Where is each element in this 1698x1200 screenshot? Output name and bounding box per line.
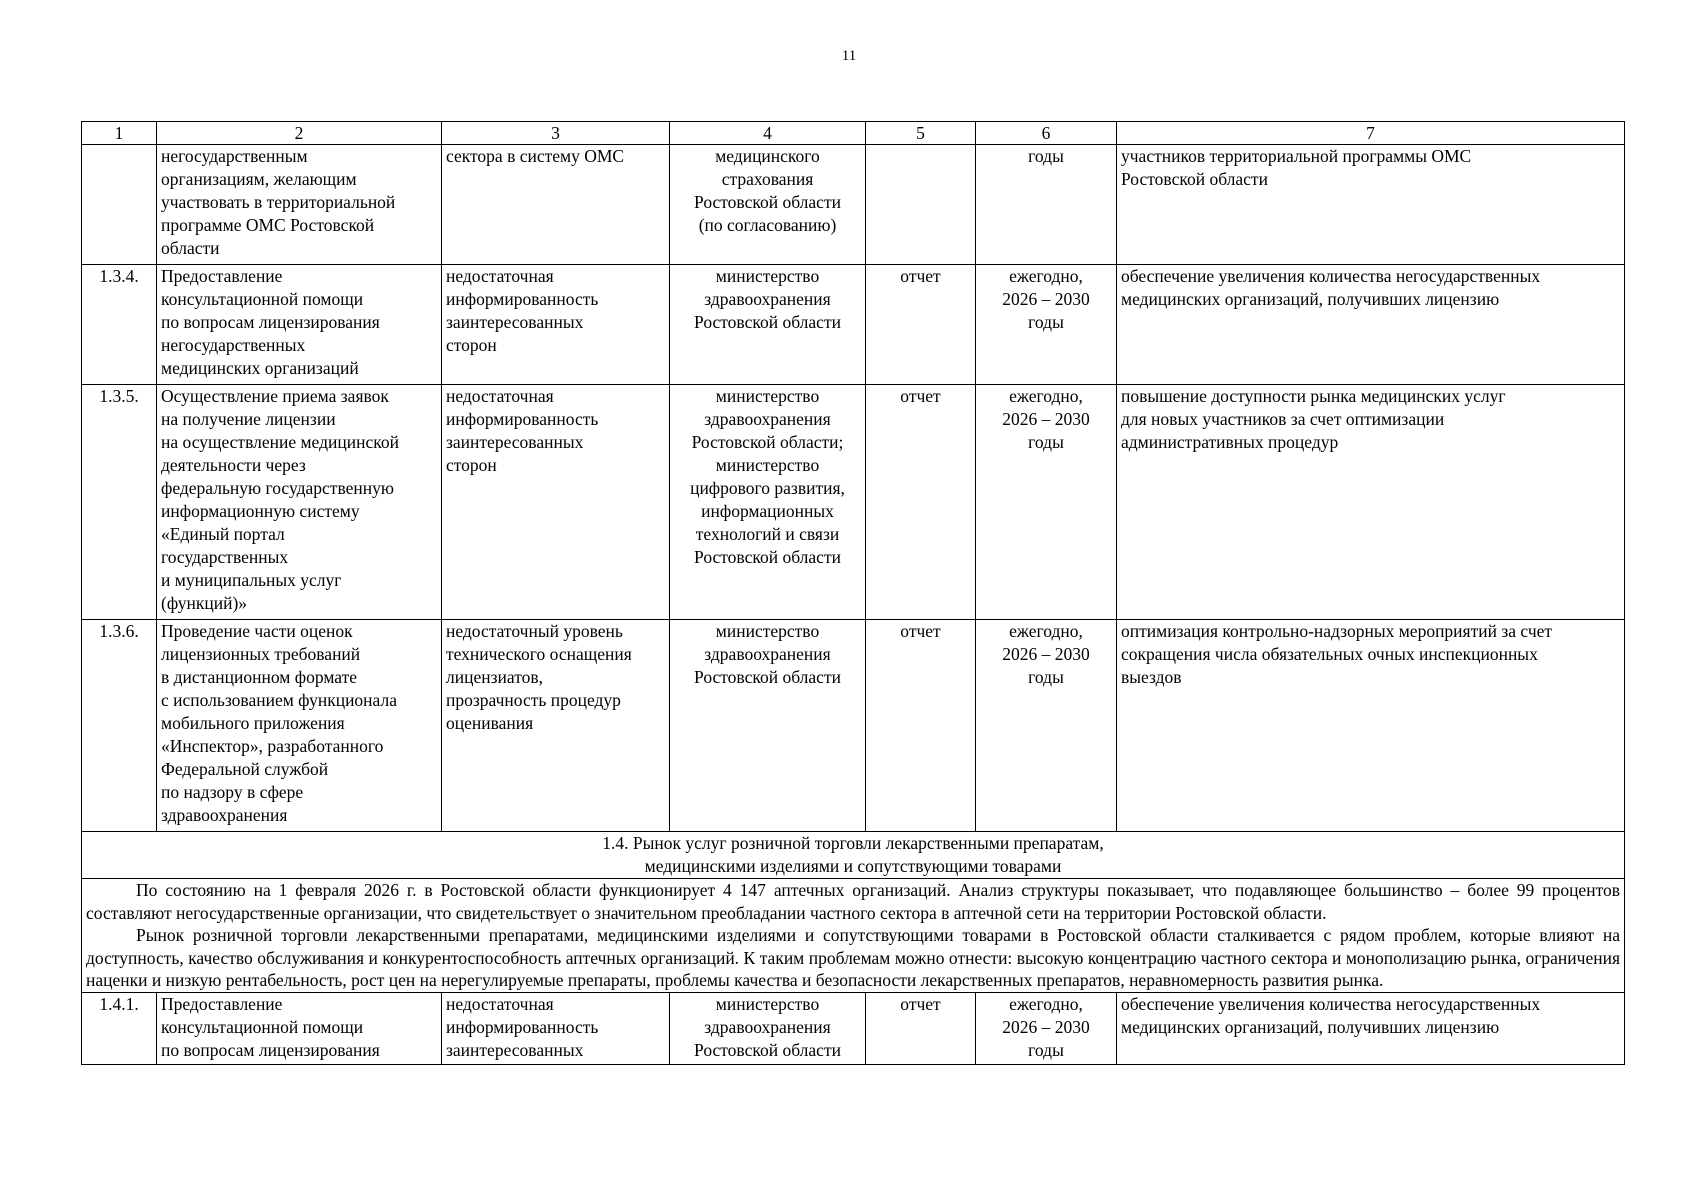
executor-cell-line: здравоохранения [704, 409, 831, 429]
executor-cell [670, 992, 866, 1064]
term-cell-line: 2026 – 2030 [1002, 644, 1090, 664]
term-cell-line: ежегодно, [1009, 993, 1083, 1014]
result-cell-line: обеспечение увеличения количества негосударственных [1121, 266, 1541, 286]
executor-cell [670, 620, 866, 832]
table-row [82, 992, 1625, 1064]
result-cell-line: оптимизация контрольно-надзорных мероприятий за счет [1121, 621, 1553, 641]
term-cell-line: годы [1028, 667, 1064, 687]
column-numbers-row [82, 122, 1625, 145]
executor-cell [670, 265, 866, 385]
column-number: 3 [442, 122, 670, 145]
measure-cell-line: организациям, желающим [161, 169, 357, 189]
section-paragraph: По состоянию на 1 февраля 2026 г. в Ростовской области функционирует 4 147 аптечных организаций. Анализ структуры показывает, что подавляющее большинство – более 99 процентов составляют негосударственные организации, что свидетельствует о значительном преобладании частного сектора в аптечной сети на территории Ростовской области. [86, 880, 1620, 923]
measure-cell-line: «Инспектор», разработанного [161, 736, 384, 756]
executor-cell-line: информационных [701, 501, 834, 521]
measure-cell-line: и муниципальных услуг [161, 570, 342, 590]
measure-cell [157, 992, 442, 1064]
result-cell [1117, 385, 1625, 620]
executor-cell-line: здравоохранения [704, 644, 831, 664]
measure-cell-line: в дистанционном формате [161, 667, 358, 687]
problem-cell-line: оценивания [446, 713, 534, 733]
problem-cell-line: информированность [446, 409, 599, 429]
measure-cell-line: (функций)» [161, 593, 248, 613]
section-text [82, 879, 1625, 993]
problem-cell [442, 145, 670, 265]
executor-cell-line: медицинского [715, 146, 820, 166]
executor-cell-line: технологий и связи [695, 524, 840, 544]
measure-cell-line: Осуществление приема заявок [161, 386, 389, 406]
result-cell-line: Ростовской области [1121, 169, 1268, 189]
document-cell [866, 620, 976, 832]
row-number: 1.3.4. [82, 265, 157, 385]
result-cell-line: выездов [1121, 667, 1182, 687]
term-cell [976, 265, 1117, 385]
problem-cell-line: сторон [446, 455, 497, 475]
term-cell-line: годы [1028, 1039, 1064, 1060]
result-cell-line: повышение доступности рынка медицинских услуг [1121, 386, 1506, 406]
executor-cell-line: Ростовской области [694, 192, 841, 212]
term-cell [976, 992, 1117, 1064]
executor-cell-line: министерство [715, 455, 820, 475]
problem-cell-line: информированность [446, 1016, 599, 1037]
executor-cell [670, 145, 866, 265]
problem-cell [442, 620, 670, 832]
executor-cell-line: Ростовской области [694, 1039, 841, 1060]
result-cell-line: для новых участников за счет оптимизации [1121, 409, 1445, 429]
term-cell-line: годы [1028, 432, 1064, 452]
measure-cell-line: негосударственных [161, 335, 306, 355]
table-row [82, 265, 1625, 385]
measure-cell-line: Проведение части оценок [161, 621, 353, 641]
result-cell-line: медицинских организаций, получивших лицензию [1121, 289, 1500, 309]
measure-cell-line: по вопросам лицензирования [161, 312, 380, 332]
measure-cell-line: Предоставление [161, 993, 283, 1014]
row-number [82, 145, 157, 265]
term-cell [976, 145, 1117, 265]
table-row [82, 620, 1625, 832]
measure-cell-line: «Единый портал [161, 524, 285, 544]
row-number: 1.4.1. [82, 992, 157, 1064]
document-cell [866, 385, 976, 620]
section-title-line: 1.4. Рынок услуг розничной торговли лекарственными препаратам, [602, 833, 1104, 853]
term-cell-line: 2026 – 2030 [1002, 409, 1090, 429]
problem-cell-line: недостаточная [446, 993, 554, 1014]
term-cell-line: 2026 – 2030 [1002, 289, 1090, 309]
document-cell-line: отчет [900, 993, 941, 1014]
measure-cell-line: с использованием функционала [161, 690, 397, 710]
problem-cell [442, 385, 670, 620]
result-cell-line: административных процедур [1121, 432, 1339, 452]
executor-cell-line: здравоохранения [704, 289, 831, 309]
measure-cell-line: Предоставление [161, 266, 283, 286]
section-text-row [82, 879, 1625, 993]
executor-cell-line: здравоохранения [704, 1016, 831, 1037]
measure-cell-line: участвовать в территориальной [161, 192, 396, 212]
executor-cell-line: цифрового развития, [690, 478, 845, 498]
executor-cell-line: Ростовской области [694, 312, 841, 332]
result-cell-line: сокращения числа обязательных очных инспекционных [1121, 644, 1538, 664]
measure-cell-line: Федеральной службой [161, 759, 329, 779]
measure-cell-line: мобильного приложения [161, 713, 345, 733]
term-cell [976, 385, 1117, 620]
measure-cell-line: здравоохранения [161, 805, 288, 825]
term-cell-line: ежегодно, [1009, 621, 1083, 641]
measure-cell-line: по вопросам лицензирования [161, 1039, 380, 1060]
section-title-line: медицинскими изделиями и сопутствующими товарами [644, 856, 1062, 876]
term-cell-line: 2026 – 2030 [1002, 1016, 1090, 1037]
column-number: 2 [157, 122, 442, 145]
measure-cell-line: области [161, 238, 220, 258]
executor-cell [670, 385, 866, 620]
measure-cell-line: лицензионных требований [161, 644, 361, 664]
problem-cell-line: лицензиатов, [446, 667, 543, 687]
document-cell [866, 265, 976, 385]
executor-cell-line: Ростовской области [694, 547, 841, 567]
executor-cell-line: министерство [715, 266, 820, 286]
document-cell [866, 992, 976, 1064]
column-number: 7 [1117, 122, 1625, 145]
document-cell-line: отчет [900, 386, 941, 406]
measure-cell [157, 620, 442, 832]
result-cell [1117, 265, 1625, 385]
measures-table [81, 121, 1625, 1065]
measure-cell-line: по надзору в сфере [161, 782, 304, 802]
measure-cell-line: федеральную государственную [161, 478, 394, 498]
result-cell-line: обеспечение увеличения количества негосударственных [1121, 993, 1541, 1014]
document-cell-line: отчет [900, 266, 941, 286]
measure-cell-line: консультационной помощи [161, 1016, 364, 1037]
section-paragraph: Рынок розничной торговли лекарственными препаратами, медицинскими изделиями и сопутствующими товарами в Ростовской области сталкивается с рядом проблем, которые влияют на доступность, качество обслуживания и конкурентоспособность аптечных организаций. К таким проблемам можно отнести: высокую концентрацию частного сектора и монополизацию рынка, ограничения наценки и низкую рентабельность, рост цен на нерегулируемые препараты, проблемы качества и безопасности лекарственных препаратов, неравномерность развития рынка. [86, 925, 1620, 990]
table-row [82, 145, 1625, 265]
executor-cell-line: министерство [715, 993, 820, 1014]
problem-cell-line: прозрачность процедур [446, 690, 621, 710]
measure-cell-line: медицинских организаций [161, 358, 359, 378]
column-number: 5 [866, 122, 976, 145]
problem-cell-line: недостаточная [446, 266, 554, 286]
measure-cell-line: информационную систему [161, 501, 360, 521]
result-cell [1117, 620, 1625, 832]
executor-cell-line: (по согласованию) [698, 215, 837, 235]
problem-cell-line: заинтересованных [446, 312, 584, 332]
row-number: 1.3.5. [82, 385, 157, 620]
measure-cell-line: на получение лицензии [161, 409, 336, 429]
measure-cell-line: программе ОМС Ростовской [161, 215, 375, 235]
term-cell-line: ежегодно, [1009, 266, 1083, 286]
table-row [82, 385, 1625, 620]
measure-cell-line: на осуществление медицинской [161, 432, 399, 452]
problem-cell-line: недостаточная [446, 386, 554, 406]
executor-cell-line: министерство [715, 621, 820, 641]
result-cell-line: медицинских организаций, получивших лицензию [1121, 1016, 1500, 1037]
problem-cell-line: сектора в систему ОМС [446, 146, 625, 166]
row-number: 1.3.6. [82, 620, 157, 832]
result-cell [1117, 145, 1625, 265]
measure-cell-line: консультационной помощи [161, 289, 364, 309]
measure-cell [157, 265, 442, 385]
executor-cell-line: министерство [715, 386, 820, 406]
measure-cell [157, 385, 442, 620]
column-number: 6 [976, 122, 1117, 145]
problem-cell-line: заинтересованных [446, 1039, 584, 1060]
document-cell-line: отчет [900, 621, 941, 641]
problem-cell [442, 992, 670, 1064]
section-heading [82, 832, 1625, 879]
problem-cell-line: технического оснащения [446, 644, 632, 664]
page-number: 11 [841, 48, 857, 64]
measure-cell-line: государственных [161, 547, 289, 567]
executor-cell-line: Ростовской области; [691, 432, 844, 452]
measure-cell-line: негосударственным [161, 146, 308, 166]
result-cell-line: участников территориальной программы ОМС [1121, 146, 1472, 166]
problem-cell-line: недостаточный уровень [446, 621, 623, 641]
problem-cell-line: заинтересованных [446, 432, 584, 452]
executor-cell-line: Ростовской области [694, 667, 841, 687]
term-cell-line: ежегодно, [1009, 386, 1083, 406]
problem-cell-line: сторон [446, 335, 497, 355]
section-heading-row [82, 832, 1625, 879]
column-number: 1 [82, 122, 157, 145]
term-cell-line: годы [1028, 312, 1064, 332]
measure-cell [157, 145, 442, 265]
executor-cell-line: страхования [721, 169, 814, 189]
result-cell [1117, 992, 1625, 1064]
term-cell [976, 620, 1117, 832]
document-cell [866, 145, 976, 265]
problem-cell-line: информированность [446, 289, 599, 309]
column-number: 4 [670, 122, 866, 145]
problem-cell [442, 265, 670, 385]
term-cell-line: годы [1028, 146, 1064, 166]
measure-cell-line: деятельности через [161, 455, 306, 475]
